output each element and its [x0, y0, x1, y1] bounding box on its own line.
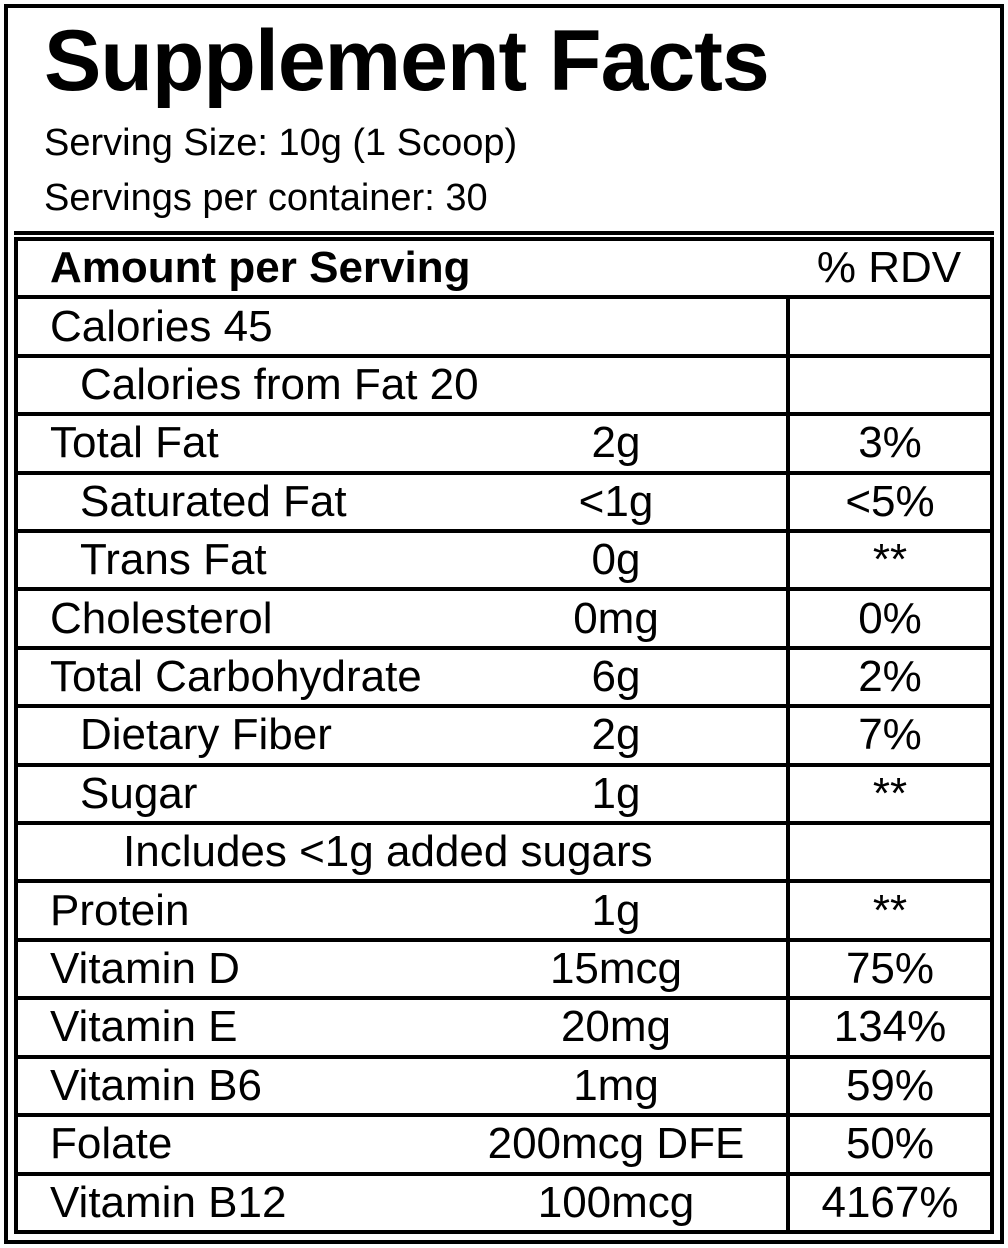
nutrient-row [16, 1057, 992, 1115]
nutrient-label: Calories 45 [16, 297, 788, 355]
nutrient-amount: 100mcg [446, 1174, 788, 1233]
nutrient-row [16, 414, 992, 472]
nutrient-rdv: 0% [788, 589, 992, 647]
nutrient-label: Folate [16, 1115, 446, 1173]
nutrient-rdv: ** [788, 531, 992, 589]
nutrient-amount: <1g [446, 473, 788, 531]
nutrient-label: Sugar [16, 765, 446, 823]
supplement-facts-label [4, 4, 1004, 1244]
nutrient-label: Vitamin B12 [16, 1174, 446, 1233]
nutrient-rdv [788, 297, 992, 355]
servings-per-container-text: Servings per container: 30 [44, 177, 488, 219]
nutrient-row [16, 648, 992, 706]
nutrient-rdv: <5% [788, 473, 992, 531]
nutrient-label: Includes <1g added sugars [16, 823, 788, 881]
nutrient-rdv: 50% [788, 1115, 992, 1173]
nutrient-rdv: 75% [788, 940, 992, 998]
nutrient-row [16, 1115, 992, 1173]
nutrient-row [16, 881, 992, 939]
nutrient-amount: 200mcg DFE [446, 1115, 788, 1173]
nutrient-label: Total Carbohydrate [16, 648, 446, 706]
nutrient-label: Cholesterol [16, 589, 446, 647]
nutrient-row [16, 823, 992, 881]
nutrient-row [16, 998, 992, 1056]
nutrient-row [16, 765, 992, 823]
nutrient-amount: 2g [446, 706, 788, 764]
nutrient-rdv: 4167% [788, 1174, 992, 1233]
nutrient-label: Vitamin D [16, 940, 446, 998]
label-header [14, 14, 994, 235]
nutrient-row [16, 1174, 992, 1233]
nutrient-label: Total Fat [16, 414, 446, 472]
nutrient-amount: 0mg [446, 589, 788, 647]
nutrient-rdv: 2% [788, 648, 992, 706]
nutrient-amount: 1g [446, 881, 788, 939]
nutrient-amount: 6g [446, 648, 788, 706]
nutrient-rdv: ** [788, 765, 992, 823]
nutrient-rdv [788, 823, 992, 881]
facts-table-body [16, 239, 992, 1232]
facts-table [14, 237, 994, 1234]
nutrient-label: Calories from Fat 20 [16, 356, 788, 414]
rdv-header: % RDV [788, 239, 992, 297]
nutrient-rdv: 59% [788, 1057, 992, 1115]
nutrient-row [16, 706, 992, 764]
nutrient-rdv: 3% [788, 414, 992, 472]
nutrient-amount: 2g [446, 414, 788, 472]
nutrient-amount: 15mcg [446, 940, 788, 998]
nutrient-label: Dietary Fiber [16, 706, 446, 764]
nutrient-amount: 20mg [446, 998, 788, 1056]
nutrient-rdv [788, 356, 992, 414]
nutrient-rdv: ** [788, 881, 992, 939]
amount-per-serving-header: Amount per Serving [16, 239, 788, 297]
nutrient-amount: 1mg [446, 1057, 788, 1115]
nutrient-row [16, 356, 992, 414]
nutrient-label: Protein [16, 881, 446, 939]
nutrient-label: Saturated Fat [16, 473, 446, 531]
nutrient-row [16, 297, 992, 355]
supplement-facts-title: Supplement Facts [44, 13, 769, 109]
nutrient-row [16, 473, 992, 531]
nutrient-row [16, 531, 992, 589]
nutrient-label: Trans Fat [16, 531, 446, 589]
nutrient-label: Vitamin B6 [16, 1057, 446, 1115]
nutrient-row [16, 589, 992, 647]
serving-size-text: Serving Size: 10g (1 Scoop) [44, 122, 518, 164]
nutrient-amount: 0g [446, 531, 788, 589]
nutrient-rdv: 134% [788, 998, 992, 1056]
nutrient-amount: 1g [446, 765, 788, 823]
table-header-row [16, 239, 992, 297]
nutrient-row [16, 940, 992, 998]
nutrient-rdv: 7% [788, 706, 992, 764]
nutrient-label: Vitamin E [16, 998, 446, 1056]
